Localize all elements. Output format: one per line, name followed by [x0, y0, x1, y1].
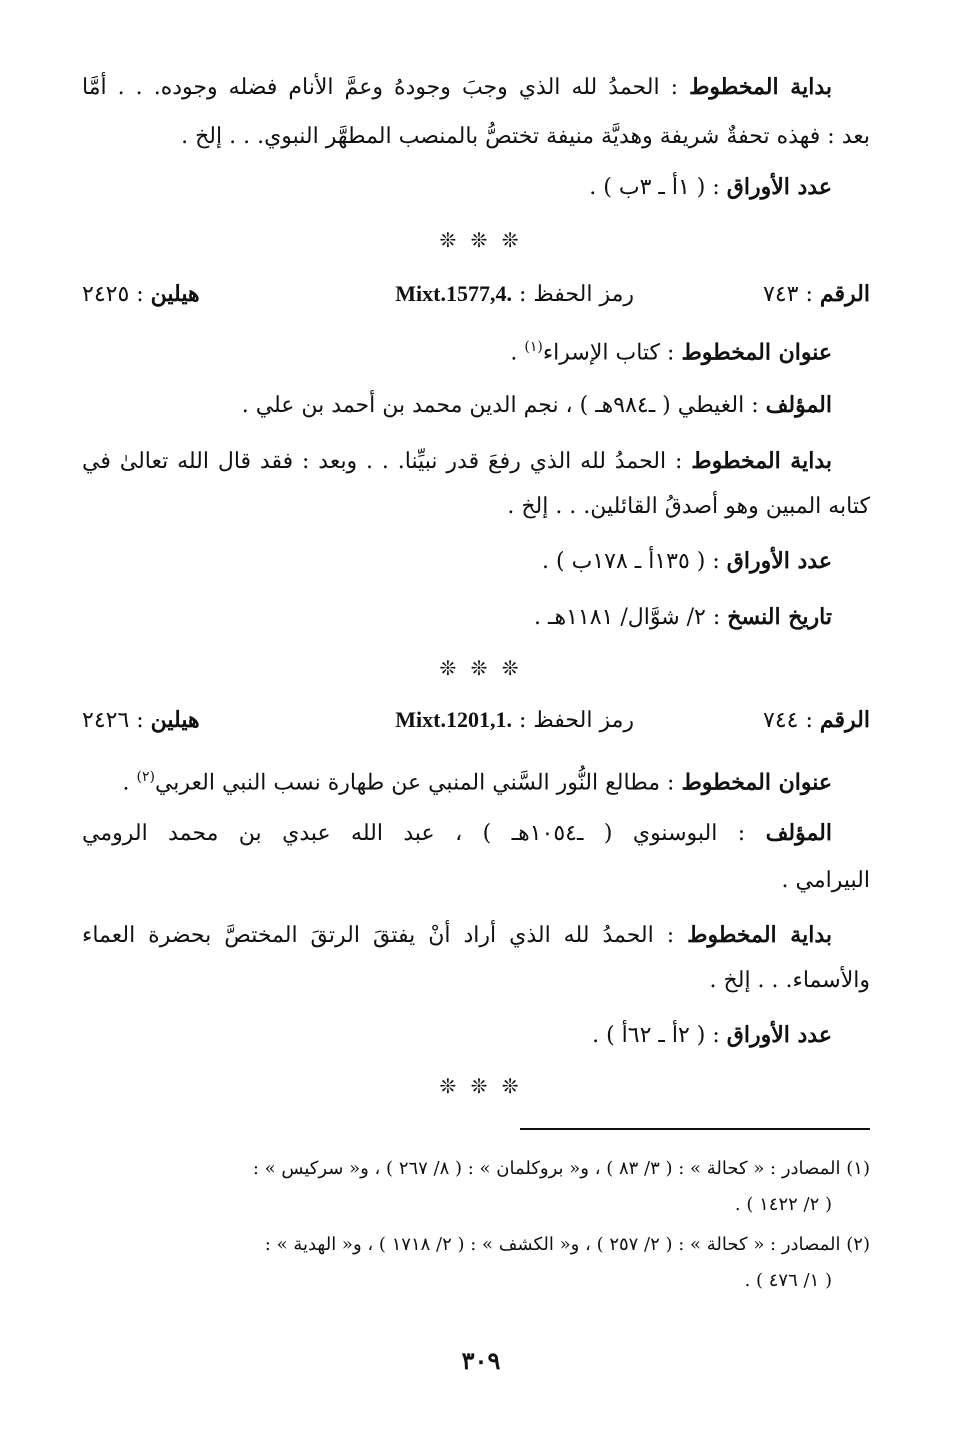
entry-744-incipit-line-2: والأسماء. . . إلخ . — [709, 968, 870, 993]
prev-incipit-text-1: : الحمدُ لله الذي وجبَ وجودهُ وعمَّ الأنام فضله وجوده. . . أمَّا — [82, 75, 679, 100]
entry-744-incipit-label: بداية المخطوط — [687, 922, 832, 948]
entry-744-shelfmark: رمز الحفظ : Mixt.1201,1. — [395, 707, 634, 733]
entry-743-leaves-line — [82, 546, 832, 577]
footnote-2-line-2: ( ١/ ٤٧٦ ) . — [744, 1270, 832, 1291]
entry-744-title-label: عنوان المخطوط — [681, 769, 832, 796]
prev-leaves-value: : ( ١أ ـ ٣ب ) . — [589, 175, 720, 200]
entry-743-meta-row — [82, 278, 870, 310]
entry-744-incipit-line-1 — [82, 920, 832, 951]
prev-incipit-line-1 — [82, 72, 832, 103]
entry-744-title-line — [82, 762, 832, 798]
prev-incipit-label: بداية المخطوط — [689, 74, 832, 100]
section-separator-1: ❊ ❊ ❊ — [439, 228, 523, 252]
entry-744-title-end: . — [122, 770, 130, 796]
entry-744-number — [763, 704, 870, 737]
entry-744-author-line-1 — [82, 818, 832, 849]
entry-744-number-value: : ٧٤٤ — [763, 708, 813, 733]
entry-743-incipit-line-2: كتابه المبين وهو أصدقُ القائلين. . . إلخ . — [507, 494, 870, 519]
entry-743-incipit-label: بداية المخطوط — [691, 448, 832, 474]
entry-744-shelfmark-label: رمز الحفظ — [533, 708, 634, 733]
entry-743-date-line — [82, 602, 832, 633]
footnote-rule — [520, 1128, 870, 1130]
footnote-1-line-1 — [82, 1156, 870, 1182]
entry-744-title-value: : مطالع النُّور السَّني المنبي عن طهارة نسب النبي العربي — [154, 770, 675, 796]
entry-743-date-label: تاريخ النسخ — [727, 604, 832, 630]
entry-744-author-label: المؤلف — [765, 820, 832, 846]
footnote-1-line-2: ( ٢/ ١٤٢٢ ) . — [734, 1194, 832, 1215]
prev-incipit-line-2: بعد : فهذه تحفةٌ شريفة وهديَّة منيفة تختصُّ بالمنصب المطهَّر النبوي. . . إلخ . — [181, 124, 870, 149]
section-separator-3: ❊ ❊ ❊ — [439, 1074, 523, 1098]
footnote-2-text-1: المصادر : « كحالة » : ( ٢/ ٢٥٧ ) ، و« الكشف » : ( ٢/ ١٧١٨ ) ، و« الهدية » : — [264, 1234, 841, 1255]
footnote-2-marker: (٢) — [846, 1234, 870, 1255]
footnote-1-text-1: المصادر : « كحالة » : ( ٣/ ٨٣ ) ، و« بروكلمان » : ( ٨/ ٢٦٧ ) ، و« سركيس » : — [252, 1158, 841, 1179]
entry-743-author-value: : الغيطي ( ـ٩٨٤هـ ) ، نجم الدين محمد بن أحمد بن علي . — [241, 393, 759, 418]
entry-744-helin-value: : ٢٤٢٦ — [82, 708, 144, 733]
entry-744-title-footnote-ref: (٢) — [136, 769, 155, 785]
entry-743-date-value: : ٢/ شوَّال/ ١١٨١هـ . — [534, 605, 721, 630]
entry-744-author-text-1: : البوسنوي ( ـ١٠٥٤هـ ) ، عبد الله عبدي بن محمد الرومي — [82, 821, 746, 846]
entry-744-shelfmark-value: Mixt.1201,1. — [395, 707, 512, 732]
entry-743-helin-value: : ٢٤٢٥ — [82, 282, 144, 307]
entry-743-number — [763, 278, 870, 311]
entry-744-leaves-label: عدد الأوراق — [726, 1022, 832, 1048]
entry-743-title-end: . — [510, 340, 518, 366]
entry-743-leaves-label: عدد الأوراق — [726, 548, 832, 574]
entry-743-shelfmark-label: رمز الحفظ — [533, 282, 634, 307]
entry-744-author-line-2: البيرامي . — [781, 868, 870, 893]
entry-743-shelfmark: رمز الحفظ : Mixt.1577,4. — [395, 281, 634, 307]
entry-743-helin — [82, 278, 200, 311]
entry-744-helin — [82, 704, 200, 737]
entry-744-meta-row — [82, 704, 870, 736]
entry-743-leaves-value: : ( ١٣٥أ ـ ١٧٨ب ) . — [542, 549, 720, 574]
entry-743-author-line — [82, 390, 832, 421]
entry-743-author-label: المؤلف — [765, 392, 832, 418]
entry-743-title-value: : كتاب الإسراء — [542, 340, 675, 366]
entry-744-number-label: الرقم — [819, 707, 870, 733]
entry-743-number-label: الرقم — [819, 281, 870, 307]
entry-744-leaves-line — [82, 1020, 832, 1051]
entry-743-incipit-line-1 — [82, 446, 832, 477]
entry-744-leaves-value: : ( ٢أ ـ ٦٢أ ) . — [592, 1023, 720, 1048]
section-separator-2: ❊ ❊ ❊ — [439, 656, 523, 680]
footnote-1-marker: (١) — [846, 1158, 870, 1179]
entry-743-shelfmark-value: Mixt.1577,4. — [395, 281, 512, 306]
entry-743-title-label: عنوان المخطوط — [681, 339, 832, 366]
entry-744-incipit-text-1: : الحمدُ لله الذي أراد أنْ يفتقَ الرتقَ المختصَّ بحضرة العماء — [82, 923, 675, 948]
page-number: ٣٠٩ — [461, 1346, 501, 1375]
entry-743-incipit-text-1: : الحمدُ لله الذي رفعَ قدر نبيِّنا. . . وبعد : فقد قال الله تعالىٰ في — [82, 449, 683, 474]
footnote-2-line-1 — [82, 1232, 870, 1258]
entry-743-title-line — [82, 332, 832, 368]
prev-leaves-label: عدد الأوراق — [726, 174, 832, 200]
entry-743-title-footnote-ref: (١) — [524, 339, 543, 355]
entry-744-helin-label: هيلين — [150, 707, 200, 733]
entry-743-number-value: : ٧٤٣ — [763, 282, 813, 307]
entry-743-helin-label: هيلين — [150, 281, 200, 307]
prev-leaves-line — [82, 172, 832, 203]
